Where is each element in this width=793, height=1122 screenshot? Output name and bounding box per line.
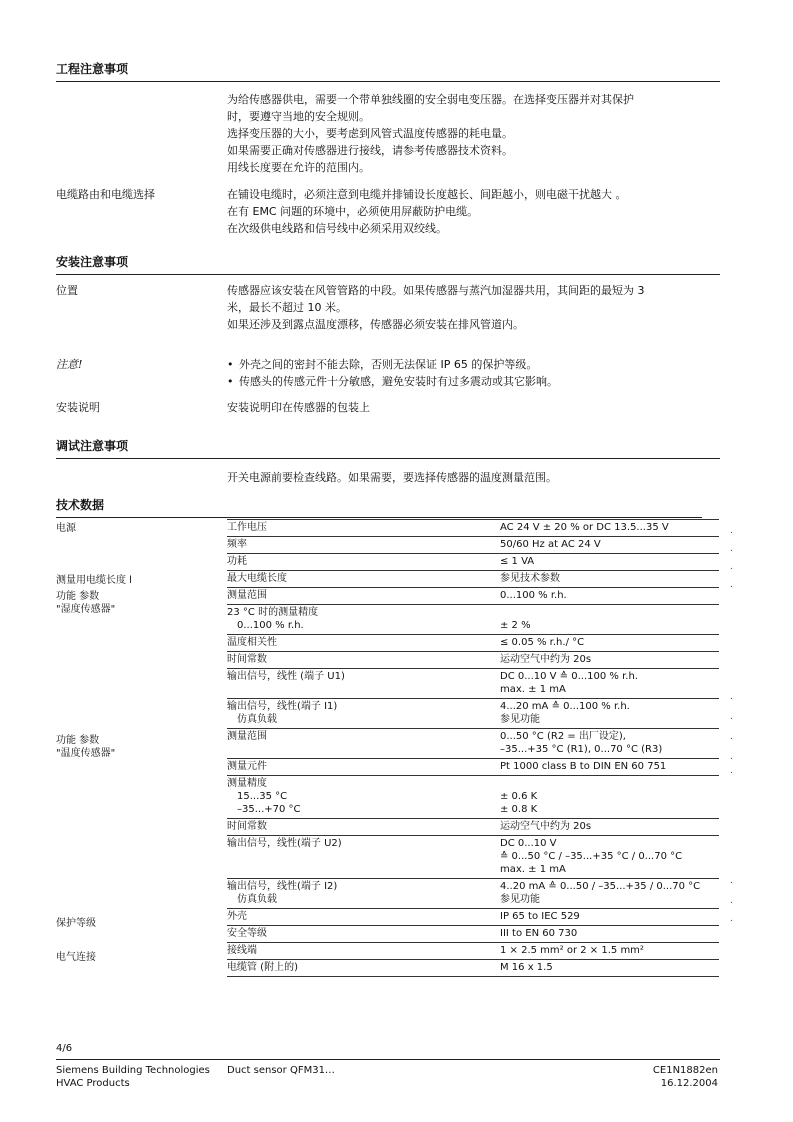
cell-line: 时间常数 xyxy=(227,821,267,832)
location-label: 位置 xyxy=(56,284,78,297)
cell-line: 运动空气中约为 20s xyxy=(500,821,592,832)
cell-line: 温度相关性 xyxy=(227,637,277,648)
table-row xyxy=(227,635,719,652)
margin-dot: . xyxy=(730,896,733,906)
cell-line: ≤ 1 VA xyxy=(500,556,535,567)
section-title-installation: 安装注意事项 xyxy=(56,253,720,275)
spec-value-cell xyxy=(500,776,719,819)
spec-value-cell xyxy=(500,605,719,635)
margin-dot: . xyxy=(730,562,733,572)
cell-line: max. ± 1 mA xyxy=(500,864,566,875)
spec-value-cell xyxy=(500,635,719,652)
cell-line: AC 24 V ± 20 % or DC 13.5...35 V xyxy=(500,522,669,533)
cell-line: 接线端 xyxy=(227,945,257,956)
cell-line: 电缆管 (附上的) xyxy=(227,962,298,973)
section-title-technical: 技术数据 xyxy=(56,496,702,518)
spec-value-cell xyxy=(500,669,719,699)
text-line: Siemens Building Technologies xyxy=(56,1065,210,1076)
spec-name-cell xyxy=(227,926,500,943)
cell-line: 23 °C 时的测量精度 xyxy=(227,607,319,618)
table-row xyxy=(227,729,719,759)
cell-line: 15...35 °C xyxy=(237,791,288,802)
cell-line: 时间常数 xyxy=(227,654,267,665)
cell-line: 外壳 xyxy=(227,911,247,922)
cell-line: –35...+35 °C (R1), 0...70 °C (R3) xyxy=(500,744,663,755)
text-line: 为给传感器供电，需要一个带单独线圈的安全弱电变压器。在选择变压器并对其保护 xyxy=(227,93,634,106)
cell-line: 0...50 °C (R2 = 出厂设定), xyxy=(500,731,626,742)
table-row xyxy=(227,588,719,605)
footer-company xyxy=(56,1064,210,1090)
margin-dot: . xyxy=(730,732,733,742)
spec-value-cell xyxy=(500,652,719,669)
tech-label-electrical: 电气连接 xyxy=(56,952,96,963)
cell-line: 参见技术参数 xyxy=(500,573,560,584)
install-instructions-text xyxy=(227,399,717,416)
cell-line: 运动空气中约为 20s xyxy=(500,654,592,665)
table-row xyxy=(227,819,719,836)
spec-name-cell xyxy=(227,652,500,669)
spec-value-cell xyxy=(500,588,719,605)
spec-value-cell xyxy=(500,819,719,836)
margin-dot: . xyxy=(730,692,733,702)
spec-name-cell xyxy=(227,669,500,699)
cell-line: 工作电压 xyxy=(227,522,267,533)
spec-name-cell xyxy=(227,836,500,879)
tech-label-temperature-function xyxy=(56,734,115,760)
cell-line: DC 0...10 V ≙ 0...100 % r.h. xyxy=(500,671,638,682)
text-line: "湿度传感器" xyxy=(56,604,116,615)
table-row xyxy=(227,759,719,776)
spec-name-cell xyxy=(227,729,500,759)
table-row xyxy=(227,669,719,699)
spec-value-cell xyxy=(500,909,719,926)
spec-name-cell xyxy=(227,520,500,537)
cell-line: ± 0.6 K xyxy=(500,791,538,802)
spec-value-cell xyxy=(500,537,719,554)
engineering-paragraph xyxy=(227,91,717,176)
table-row xyxy=(227,836,719,879)
margin-dot: . xyxy=(730,544,733,554)
spec-value-cell xyxy=(500,729,719,759)
margin-dot: . xyxy=(730,876,733,886)
text-line: 功能 参数 xyxy=(56,591,100,602)
cell-line: 测量精度 xyxy=(227,778,267,789)
text-line: HVAC Products xyxy=(56,1078,130,1089)
table-row xyxy=(227,960,719,977)
cell-line: DC 0...10 V xyxy=(500,838,557,849)
cell-line: 4..20 mA ≙ 0...50 / –35...+35 / 0...70 °C xyxy=(500,881,701,892)
text-line: 在铺设电缆时，必须注意到电缆并排铺设长度越长、间距越小，则电磁干扰越大 。 xyxy=(227,188,627,201)
cell-line: 测量范围 xyxy=(227,590,267,601)
table-row xyxy=(227,605,719,635)
cell-line: ≙ 0...50 °C / –35...+35 °C / 0...70 °C xyxy=(500,851,683,862)
text-line: 功能 参数 xyxy=(56,735,100,746)
table-row xyxy=(227,554,719,571)
table-row xyxy=(227,776,719,819)
text-line: 时，要遵守当地的安全规则。 xyxy=(227,110,370,123)
margin-dot: . xyxy=(730,752,733,762)
spec-value-cell xyxy=(500,571,719,588)
spec-name-cell xyxy=(227,537,500,554)
footer-divider xyxy=(56,1059,720,1060)
cell-line: 输出信号，线性(端子 I1) xyxy=(227,701,338,712)
margin-dot: . xyxy=(730,914,733,924)
cell-line: 0...100 % r.h. xyxy=(500,590,567,601)
table-row xyxy=(227,943,719,960)
margin-dot: . xyxy=(730,580,733,590)
cell-line: ≤ 0.05 % r.h./ °C xyxy=(500,637,585,648)
spec-value-cell xyxy=(500,836,719,879)
cell-line: 仿真负载 xyxy=(237,894,277,905)
cell-line: 最大电缆长度 xyxy=(227,573,287,584)
cell-line: 测量范围 xyxy=(227,731,267,742)
section-title-engineering: 工程注意事项 xyxy=(56,60,720,82)
spec-name-cell xyxy=(227,588,500,605)
cell-line: 参见功能 xyxy=(500,894,540,905)
cable-routing-paragraph xyxy=(227,186,717,237)
margin-dot: . xyxy=(730,766,733,776)
cell-line: 功耗 xyxy=(227,556,247,567)
cell-line: 安全等级 xyxy=(227,928,267,939)
spec-name-cell xyxy=(227,776,500,819)
spec-name-cell xyxy=(227,554,500,571)
text-line: "温度传感器" xyxy=(56,748,116,759)
cell-line: IP 65 to IEC 529 xyxy=(500,911,580,922)
tech-label-cable: 测量用电缆长度 l xyxy=(56,575,132,586)
spec-value-cell xyxy=(500,926,719,943)
spec-name-cell xyxy=(227,571,500,588)
spec-name-cell xyxy=(227,759,500,776)
cell-line: max. ± 1 mA xyxy=(500,684,566,695)
text-line: 在有 EMC 问题的环境中，必须使用屏蔽防护电缆。 xyxy=(227,205,479,218)
text-line: 如果需要正确对传感器进行接线，请参考传感器技术资料。 xyxy=(227,144,513,157)
text-line: CE1N1882en xyxy=(652,1065,718,1076)
spec-name-cell xyxy=(227,699,500,729)
spec-value-cell xyxy=(500,960,719,977)
spec-value-cell xyxy=(500,943,719,960)
cell-line: 50/60 Hz at AC 24 V xyxy=(500,539,601,550)
table-row xyxy=(227,571,719,588)
table-row xyxy=(227,926,719,943)
spec-name-cell xyxy=(227,879,500,909)
text-line: 米，最长不超过 10 米。 xyxy=(227,301,347,314)
text-line: 16.12.2004 xyxy=(660,1078,718,1089)
spec-name-cell xyxy=(227,819,500,836)
cell-line: 输出信号，线性(端子 U2) xyxy=(227,838,342,849)
text-line: 如果还涉及到露点温度漂移，传感器必须安装在排风管道内。 xyxy=(227,318,524,331)
spec-value-cell xyxy=(500,699,719,729)
margin-dot: . xyxy=(730,526,733,536)
bullet-item: • 外壳之间的密封不能去除，否则无法保证 IP 65 的保护等级。 xyxy=(227,356,717,373)
note-bullets xyxy=(227,356,717,390)
location-paragraph xyxy=(227,282,717,333)
section-title-commissioning: 调试注意事项 xyxy=(56,437,720,459)
footer-product: Duct sensor QFM31… xyxy=(227,1065,335,1076)
cell-line: 1 × 2.5 mm² or 2 × 1.5 mm² xyxy=(500,945,644,956)
spec-name-cell xyxy=(227,635,500,652)
cell-line xyxy=(500,606,719,619)
text-line: 安装说明印在传感器的包装上 xyxy=(227,401,370,414)
cell-line: III to EN 60 730 xyxy=(500,928,578,939)
spec-name-cell xyxy=(227,909,500,926)
spec-name-cell xyxy=(227,943,500,960)
cell-line: 0...100 % r.h. xyxy=(237,620,304,631)
table-row xyxy=(227,879,719,909)
cell-line: Pt 1000 class B to DIN EN 60 751 xyxy=(500,761,667,772)
commissioning-text xyxy=(227,469,717,486)
table-row xyxy=(227,537,719,554)
table-row xyxy=(227,520,719,537)
tech-label-humidity-function xyxy=(56,590,115,616)
cell-line: 4...20 mA ≙ 0...100 % r.h. xyxy=(500,701,630,712)
page-number: 4/6 xyxy=(56,1043,73,1054)
footer-doc-info xyxy=(653,1064,718,1090)
tech-label-power: 电源 xyxy=(56,523,76,534)
cell-line: 仿真负载 xyxy=(237,714,277,725)
text-line: 传感器应该安装在风管管路的中段。如果传感器与蒸汽加湿器共用，其间距的最短为 3 xyxy=(227,284,645,297)
spec-value-cell xyxy=(500,879,719,909)
spec-value-cell xyxy=(500,554,719,571)
tech-label-protection: 保护等级 xyxy=(56,918,96,929)
text-line: 在次级供电线路和信号线中必须采用双绞线。 xyxy=(227,222,447,235)
text-line: 用线长度要在允许的范围内。 xyxy=(227,161,370,174)
cable-routing-label: 电缆路由和电缆选择 xyxy=(56,188,155,201)
cell-line: ± 2 % xyxy=(500,620,531,631)
spec-name-cell xyxy=(227,605,500,635)
spec-name-cell xyxy=(227,960,500,977)
table-row xyxy=(227,699,719,729)
cell-line: 测量元件 xyxy=(227,761,267,772)
cell-line: M 16 x 1.5 xyxy=(500,962,553,973)
cell-line: 输出信号，线性(端子 I2) xyxy=(227,881,338,892)
margin-dot: . xyxy=(730,712,733,722)
text-line: 开关电源前要检查线路。如果需要，要选择传感器的温度测量范围。 xyxy=(227,471,557,484)
cell-line: 频率 xyxy=(227,539,247,550)
cell-line xyxy=(500,777,719,790)
note-label: 注意! xyxy=(56,358,83,371)
table-row xyxy=(227,652,719,669)
cell-line: ± 0.8 K xyxy=(500,804,538,815)
install-instructions-label: 安装说明 xyxy=(56,401,100,414)
cell-line: 参见功能 xyxy=(500,714,540,725)
cell-line: 输出信号，线性 (端子 U1) xyxy=(227,671,345,682)
text-line: 选择变压器的大小，要考虑到风管式温度传感器的耗电量。 xyxy=(227,127,513,140)
spec-value-cell xyxy=(500,759,719,776)
cell-line: –35...+70 °C xyxy=(237,804,301,815)
bullet-item: • 传感头的传感元件十分敏感，避免安装时有过多震动或其它影响。 xyxy=(227,373,717,390)
technical-data-table xyxy=(227,519,719,977)
table-row xyxy=(227,909,719,926)
spec-value-cell xyxy=(500,520,719,537)
